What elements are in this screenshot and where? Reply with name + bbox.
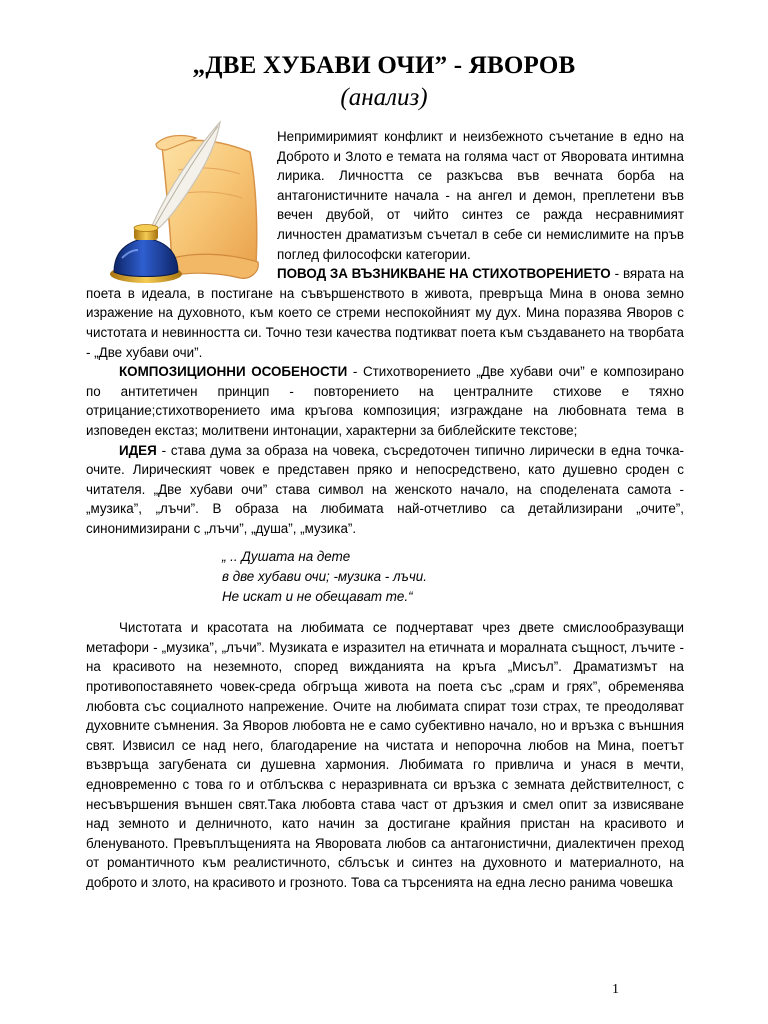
idea-heading: ИДЕЯ	[119, 442, 157, 458]
composition-text: - Стихотворението „Две хубави очи” е композирано по антитетичен принцип - повторението на централните стихове е тяхно отрицание;стихотворението има кръгова композиция; изграждане на любовната тема в изповеден екстаз; молитвени интонации, характерни за библейските текстове;	[86, 364, 684, 438]
page-number: 1	[612, 982, 619, 997]
occasion-heading: ПОВОД ЗА ВЪЗНИКВАНЕ НА СТИХОТВОРЕНИЕТО	[277, 266, 611, 282]
analysis-paragraph: Чистотата и красотата на любимата се подчертават чрез двете смислообразуващи метафори - „музика”, „лъчи”. Музиката е изразител на етичната и моралната същност, лъчите - на красивото на неземното, според вижданията на кръга „Мисъл”. Драматизмът на противопоставянето човек-среда обгръща живота на поета със „срам и грях”, обременява любовта със социалното напрежение. Очите на любимата спират този страх, те преодоляват духовните съмнения. За Яворов любовта не е само субективно начало, но и връзка с външния свят. Извисил се над него, благодарение на чистата и непорочна любов на Мина, поетът възвръща загубената си душевна хармония. Любимата го привлича и унася в мечти, едновременно с това го и отблъсква с неразривната си връзка с земната действителност, с несъвършения външен свят.Така любовта става част от дръзкия и смел опит за извисяване над земното и делничното, като начин за достигане крайния пристан на красивото и бленуваното. Превъплъщенията на Яворовата любов са антагонистични, диалектичен преход от романтичното към реалистичното, сблъсък и синтез на духовното и материалното, на доброто и злото, на красивото и грозното. Това са търсенията на една лесно ранима човешка	[86, 620, 684, 890]
quote-line: Не искат и не обещават те.“	[222, 588, 413, 604]
occasion-paragraph	[86, 264, 684, 362]
occasion-text: - вярата на поета в идеала, в постигане на съвършенството в живота, превръща Мина в онова земно изражение на духовното, към което се стреми неспокойният му дух. Мина поразява Яворов с чистотата и невинността си. Точно тези качества подтикват поета към създаването на творбата - „Две хубави очи”.	[86, 266, 684, 360]
document-subtitle: (анализ)	[340, 84, 428, 111]
idea-text: - става дума за образа на човека, съсредоточен типично лирически в една точка-очите. Лирическият човек е представен пряко и непосредствено, като душевно сроден с читателя. „Две хубави очи” става символ на женското начало, на споделената самота - „музика”, „лъчи”. В образа на любимата най-отчетливо са детайлизирани „очите”, синонимизирани с „лъчи”, „душа”, „музика”.	[86, 442, 684, 536]
idea-paragraph	[86, 441, 684, 539]
poem-quote	[222, 547, 684, 606]
quote-line: в две хубави очи; -музика - лъчи.	[222, 569, 427, 585]
composition-heading: КОМПОЗИЦИОННИ ОСОБЕНОСТИ	[119, 364, 348, 380]
quote-line: „ .. Душата на дете	[222, 549, 351, 565]
intro-paragraph: Непримиримият конфликт и неизбежното съчетание в едно на Доброто и Злото е темата на голяма част от Яворовата интимна лирика. Личността се разкъсва във вечната борба на антагонистичните начала - на ангел и демон, преплетени във вечен двубой, от чийто синтез се ражда несравнимият личностен драматизъм съчетал в себе си немислимите на пръв поглед философски категории.	[277, 129, 684, 262]
composition-paragraph	[86, 362, 684, 440]
document-title: „ДВЕ ХУБАВИ ОЧИ” - ЯВОРОВ	[192, 52, 576, 79]
document-body	[86, 127, 684, 893]
